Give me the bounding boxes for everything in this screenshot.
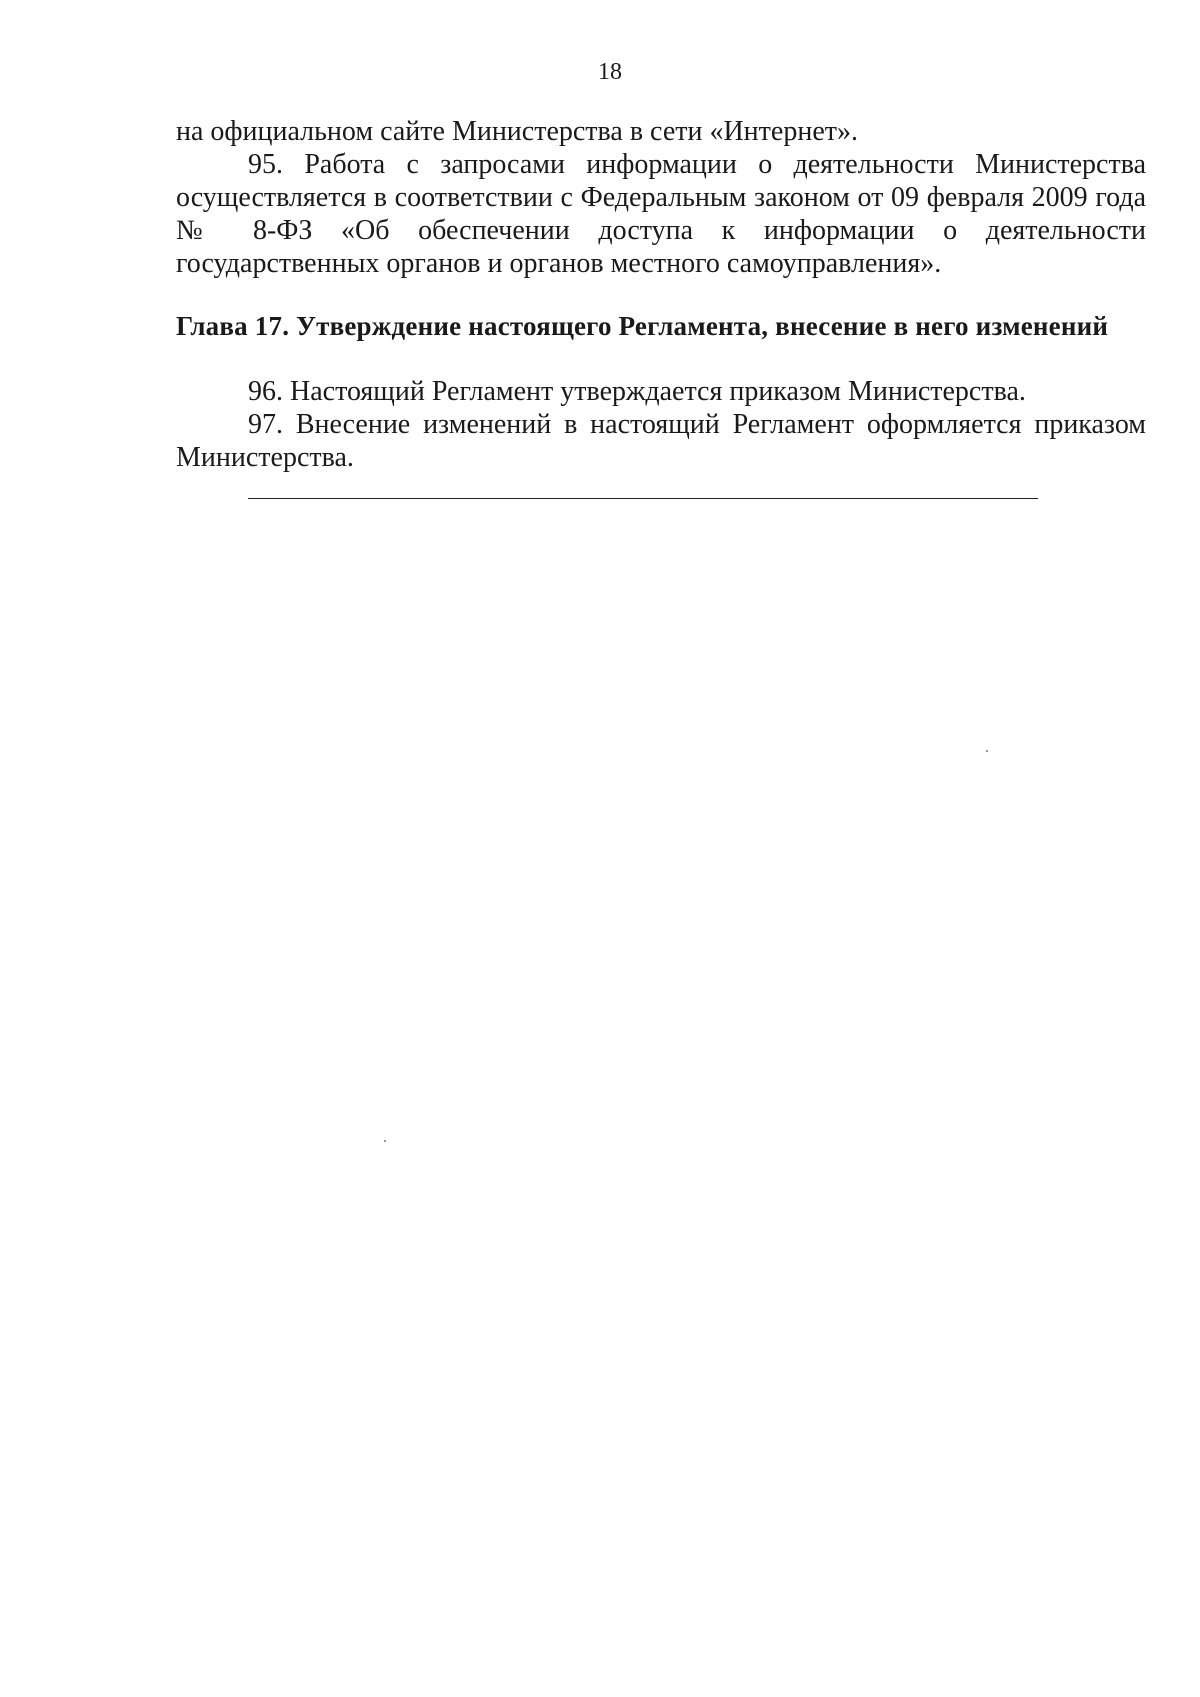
- page-number: 18: [598, 59, 622, 85]
- paragraph-96: [176, 375, 1146, 408]
- paragraph-95-line-4: государственных органов и органов местного самоуправления».: [176, 248, 942, 279]
- scan-speck: [986, 750, 988, 752]
- paragraph-97-line-2: Министерства.: [176, 442, 354, 473]
- chapter-heading: Глава 17. Утверждение настоящего Регламента, внесение в него изменений: [176, 311, 1109, 341]
- paragraph-95-line-1: 95. Работа с запросами информации о деятельности Министерства: [248, 149, 1146, 180]
- paragraph-96-line: 96. Настоящий Регламент утверждается приказом Министерства.: [248, 376, 1026, 407]
- end-of-document-rule: [248, 498, 1038, 499]
- continuation-text: [176, 115, 1146, 148]
- continuation-line: на официальном сайте Министерства в сети «Интернет».: [176, 116, 858, 147]
- scan-speck: [384, 1140, 386, 1142]
- paragraph-95: [176, 148, 1146, 280]
- paragraph-97: [176, 408, 1146, 474]
- paragraph-95-line-2: осуществляется в соответствии с Федеральным законом от 09 февраля 2009 года: [176, 182, 1146, 213]
- paragraph-95-line-3: № 8-ФЗ «Об обеспечении доступа к информации о деятельности: [176, 215, 1146, 246]
- paragraph-97-line-1: 97. Внесение изменений в настоящий Регламент оформляется приказом: [248, 409, 1146, 440]
